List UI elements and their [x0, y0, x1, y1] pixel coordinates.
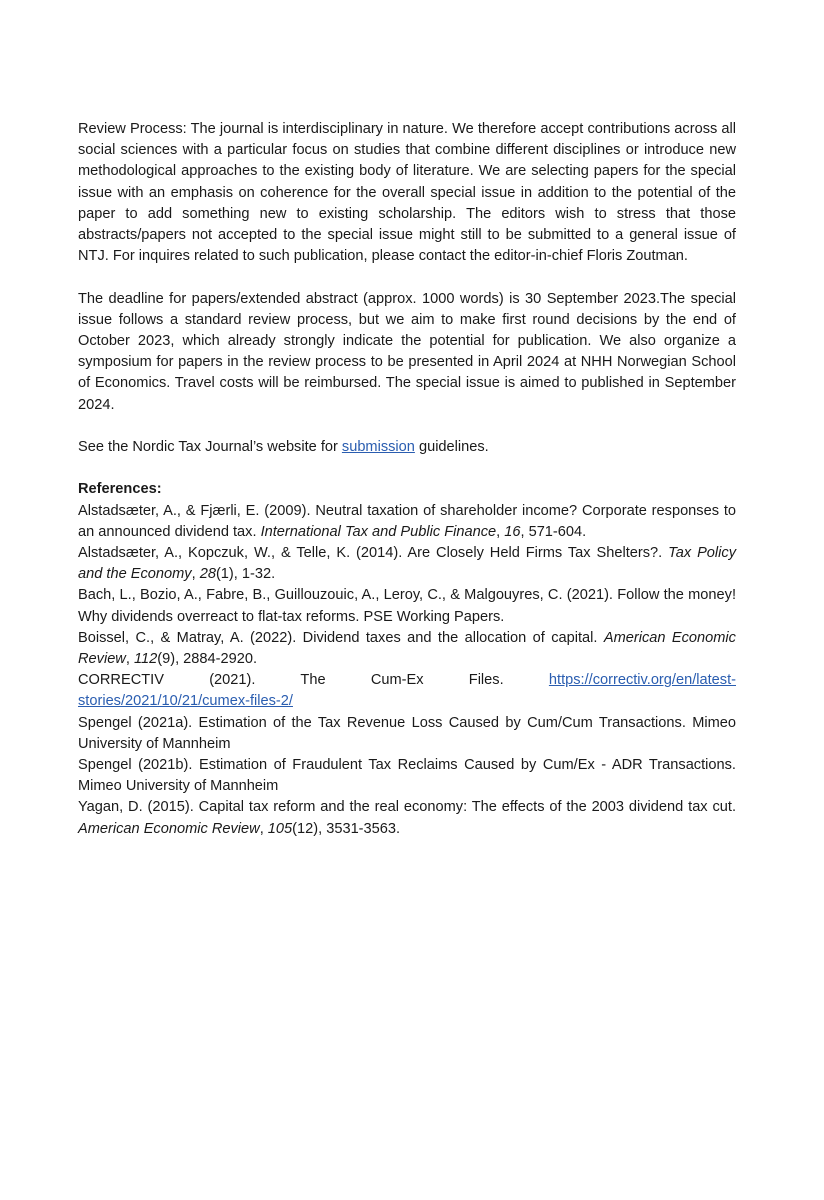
submission-link[interactable]: submission	[341, 439, 415, 456]
reference-item: Alstadsæter, A., Kopczuk, W., & Telle, K. (2014). Are Closely Held Firms Tax Shelters?. Tax Policy and the Economy, 28(1), 1-32.	[78, 545, 736, 583]
document-body	[78, 119, 736, 840]
review-process-paragraph: Review Process: The journal is interdisciplinary in nature. We therefore accept contributions across all social sciences with a particular focus on studies that combine different disciplines or introduce new methodological approaches to the existing body of literature. We are selecting papers for the special issue with an emphasis on coherence for the overall special issue in addition to the potential of the paper to add something new to existing scholarship. The editors wish to stress that those abstracts/papers not accepted to the special issue might still to be submitted to a general issue of NTJ. For inquires related to such publication, please contact the editor-in-chief Floris Zoutman.	[78, 121, 736, 265]
references-heading: References:	[78, 481, 162, 498]
reference-item: Spengel (2021a). Estimation of the Tax Revenue Loss Caused by Cum/Cum Transactions. Mimeo University of Mannheim	[78, 714, 736, 752]
guidelines-text-after: guidelines.	[414, 439, 489, 456]
reference-item	[78, 670, 736, 712]
reference-item: Bach, L., Bozio, A., Fabre, B., Guillouzouic, A., Leroy, C., & Malgouyres, C. (2021). Follow the money! Why dividends overreact to flat-tax reforms. PSE Working Papers.	[78, 587, 736, 625]
reference-url-line: CORRECTIV (2021). The Cum-Ex Files. https://correctiv.org/en/latest-	[78, 672, 736, 689]
reference-item: Yagan, D. (2015). Capital tax reform and the real economy: The effects of the 2003 dividend tax cut. American Economic Review, 105(12), 3531-3563.	[78, 799, 736, 837]
reference-item: Spengel (2021b). Estimation of Fraudulent Tax Reclaims Caused by Cum/Ex - ADR Transactions. Mimeo University of Mannheim	[78, 757, 736, 795]
submission-guidelines-paragraph	[78, 437, 736, 458]
reference-item: Alstadsæter, A., & Fjærli, E. (2009). Neutral taxation of shareholder income? Corporate responses to an announced dividend tax. International Tax and Public Finance, 16, 571-604.	[78, 502, 736, 540]
reference-item: Boissel, C., & Matray, A. (2022). Dividend taxes and the allocation of capital. American Economic Review, 112(9), 2884-2920.	[78, 629, 736, 668]
deadline-paragraph: The deadline for papers/extended abstract (approx. 1000 words) is 30 September 2023.The special issue follows a standard review process, but we aim to make first round decisions by the end of October 2023, which already strongly indicate the potential for publication. We also organize a symposium for papers in the review process to be presented in April 2024 at NHH Norwegian School of Economics. Travel costs will be reimbursed. The special issue is aimed to published in September 2024.	[78, 290, 736, 413]
correctiv-url-link-continued[interactable]: stories/2021/10/21/cumex-files-2/	[78, 693, 293, 710]
correctiv-url-link[interactable]: https://correctiv.org/en/latest-	[548, 672, 736, 689]
guidelines-text-before: See the Nordic Tax Journal’s website for	[78, 439, 342, 456]
